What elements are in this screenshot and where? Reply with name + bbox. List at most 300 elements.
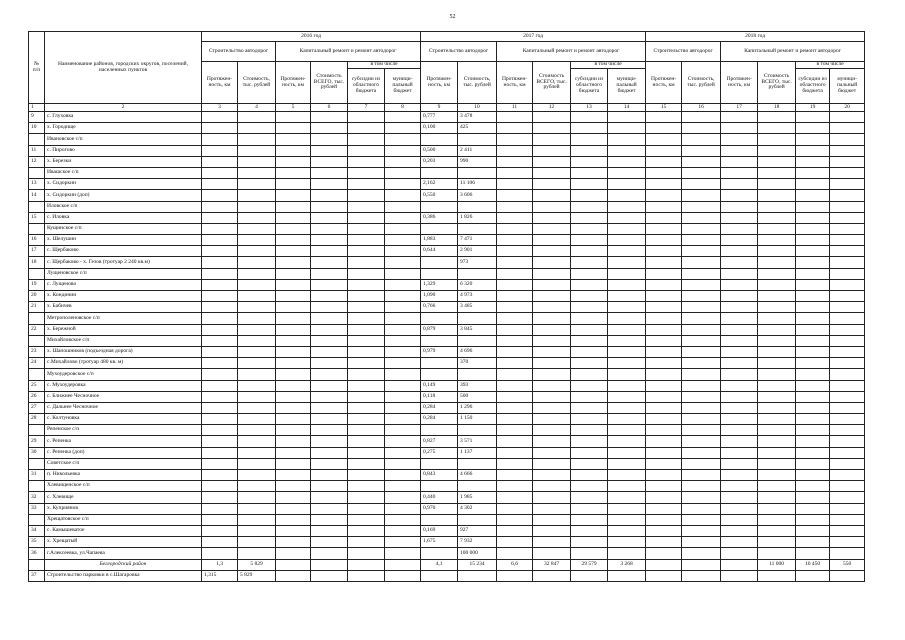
value-cell	[202, 346, 238, 357]
value-cell	[830, 145, 865, 156]
value-cell: 10 450	[796, 559, 830, 570]
table-cell	[571, 223, 608, 234]
value-cell	[830, 291, 865, 302]
value-cell	[721, 291, 758, 302]
value-cell	[276, 212, 311, 223]
value-cell	[682, 212, 721, 223]
value-cell	[497, 291, 533, 302]
table-cell	[311, 481, 348, 492]
value-cell	[608, 179, 646, 190]
row-number: 26	[29, 391, 45, 402]
value-cell	[646, 145, 682, 156]
table-cell	[238, 514, 276, 525]
value-cell	[646, 559, 682, 570]
value-cell	[202, 503, 238, 514]
column-number: 6	[311, 104, 348, 112]
table-cell	[385, 369, 421, 380]
value-cell	[796, 257, 830, 268]
value-cell	[830, 402, 865, 413]
value-cell	[682, 179, 721, 190]
table-cell	[533, 313, 571, 324]
header-municipal: муници-пальный бюджет	[385, 69, 421, 104]
value-cell	[497, 145, 533, 156]
value-cell	[758, 156, 796, 167]
value-cell	[796, 380, 830, 391]
value-cell	[796, 570, 830, 581]
value-cell	[385, 156, 421, 167]
table-row	[29, 346, 865, 357]
table-cell	[311, 201, 348, 212]
table-cell	[608, 313, 646, 324]
row-number: 30	[29, 447, 45, 458]
table-cell	[796, 201, 830, 212]
table-cell	[796, 335, 830, 346]
value-cell	[608, 190, 646, 201]
table-cell	[721, 134, 758, 145]
table-cell	[533, 134, 571, 145]
value-cell	[533, 324, 571, 335]
value-cell	[758, 402, 796, 413]
value-cell	[385, 257, 421, 268]
value-cell	[497, 503, 533, 514]
value-cell	[497, 414, 533, 425]
table-cell	[758, 481, 796, 492]
table-cell	[608, 458, 646, 469]
table-cell	[497, 134, 533, 145]
table-cell	[682, 268, 721, 279]
value-cell	[533, 235, 571, 246]
table-cell	[830, 223, 865, 234]
value-cell	[758, 525, 796, 536]
value-cell	[311, 358, 348, 369]
value-cell	[682, 324, 721, 335]
header-construction: Строительство автодорог	[202, 42, 276, 62]
row-number: 16	[29, 235, 45, 246]
value-cell	[608, 447, 646, 458]
table-cell	[497, 335, 533, 346]
section-row	[29, 425, 865, 436]
value-cell	[348, 156, 385, 167]
table-cell	[571, 201, 608, 212]
value-cell	[608, 112, 646, 123]
table-row	[29, 112, 865, 123]
table-cell	[458, 425, 497, 436]
table-cell	[721, 268, 758, 279]
value-cell: 0,766	[421, 302, 458, 313]
value-cell	[533, 302, 571, 313]
table-cell	[348, 268, 385, 279]
value-cell	[202, 156, 238, 167]
table-cell	[608, 425, 646, 436]
value-cell	[646, 492, 682, 503]
value-cell: 500	[458, 391, 497, 402]
settlement-name: с. Щербаково - х. Гезов (тротуар 2 240 кв.м)	[45, 257, 202, 268]
header-incl: в том числе	[571, 62, 646, 69]
value-cell	[385, 145, 421, 156]
table-cell	[608, 335, 646, 346]
value-cell	[830, 257, 865, 268]
value-cell	[533, 246, 571, 257]
value-cell	[571, 257, 608, 268]
value-cell	[238, 358, 276, 369]
value-cell	[571, 302, 608, 313]
table-cell	[311, 458, 348, 469]
header-cost-total: Стоимость ВСЕГО, тыс. рублей	[311, 62, 348, 104]
table-row	[29, 380, 865, 391]
value-cell	[238, 503, 276, 514]
value-cell	[311, 279, 348, 290]
value-cell	[311, 112, 348, 123]
table-cell	[497, 313, 533, 324]
value-cell	[721, 525, 758, 536]
value-cell	[571, 246, 608, 257]
table-cell	[421, 313, 458, 324]
value-cell: 3 478	[458, 112, 497, 123]
value-cell	[721, 380, 758, 391]
value-cell: 6 320	[458, 279, 497, 290]
value-cell	[348, 436, 385, 447]
value-cell	[238, 235, 276, 246]
table-cell	[533, 481, 571, 492]
value-cell	[533, 279, 571, 290]
value-cell	[758, 470, 796, 481]
table-body	[29, 112, 865, 582]
value-cell	[608, 525, 646, 536]
value-cell: 0,149	[421, 380, 458, 391]
column-number: 4	[238, 104, 276, 112]
value-cell: 1 296	[458, 402, 497, 413]
value-cell	[276, 179, 311, 190]
value-cell	[796, 235, 830, 246]
page-number: 52	[449, 14, 456, 20]
settlement-name: с. Лущеново	[45, 279, 202, 290]
table-cell	[29, 268, 45, 279]
value-cell	[276, 447, 311, 458]
value-cell	[721, 212, 758, 223]
value-cell	[385, 112, 421, 123]
value-cell	[758, 179, 796, 190]
value-cell	[385, 570, 421, 581]
value-cell	[348, 324, 385, 335]
table-cell	[608, 369, 646, 380]
value-cell	[497, 391, 533, 402]
header-name: Наименование районов, городских округов, поселений, населенных пунктов	[45, 32, 202, 104]
value-cell	[571, 414, 608, 425]
value-cell	[608, 279, 646, 290]
value-cell	[385, 380, 421, 391]
table-cell	[348, 335, 385, 346]
row-number: 10	[29, 123, 45, 134]
value-cell	[571, 358, 608, 369]
value-cell	[202, 358, 238, 369]
value-cell	[721, 414, 758, 425]
settlement-name: х. Бабичев	[45, 302, 202, 313]
value-cell: 1,315	[202, 570, 238, 581]
value-cell	[497, 279, 533, 290]
header-length: Протяжен-ность, км	[421, 62, 458, 104]
value-cell	[796, 537, 830, 548]
table-cell	[682, 425, 721, 436]
value-cell	[682, 380, 721, 391]
value-cell	[348, 190, 385, 201]
section-name: Мухоудеровское с/п	[45, 369, 202, 380]
value-cell	[276, 190, 311, 201]
value-cell	[721, 246, 758, 257]
settlement-name: х. Шелушин	[45, 235, 202, 246]
value-cell: 4 666	[458, 470, 497, 481]
value-cell	[202, 447, 238, 458]
table-cell	[796, 481, 830, 492]
value-cell	[238, 246, 276, 257]
value-cell	[497, 492, 533, 503]
value-cell	[385, 291, 421, 302]
table-cell	[458, 481, 497, 492]
table-cell	[497, 167, 533, 178]
value-cell	[646, 380, 682, 391]
table-cell	[29, 458, 45, 469]
table-cell	[348, 458, 385, 469]
value-cell	[497, 156, 533, 167]
value-cell	[311, 235, 348, 246]
value-cell	[385, 436, 421, 447]
table-cell	[385, 313, 421, 324]
table-cell	[385, 223, 421, 234]
value-cell: 0,284	[421, 414, 458, 425]
value-cell	[758, 358, 796, 369]
table-cell	[276, 201, 311, 212]
value-cell	[646, 235, 682, 246]
table-row	[29, 123, 865, 134]
value-cell	[311, 503, 348, 514]
value-cell: 3 485	[458, 302, 497, 313]
value-cell	[758, 112, 796, 123]
table-cell	[533, 268, 571, 279]
table-cell	[421, 425, 458, 436]
value-cell	[571, 145, 608, 156]
table-cell	[830, 313, 865, 324]
value-cell	[348, 503, 385, 514]
value-cell	[571, 391, 608, 402]
value-cell	[830, 537, 865, 548]
row-number: 15	[29, 212, 45, 223]
table-row	[29, 503, 865, 514]
table-cell	[202, 369, 238, 380]
value-cell	[796, 145, 830, 156]
value-cell	[276, 380, 311, 391]
value-cell	[796, 436, 830, 447]
value-cell	[830, 358, 865, 369]
table-cell	[385, 134, 421, 145]
table-cell	[29, 223, 45, 234]
value-cell	[758, 436, 796, 447]
value-cell	[758, 503, 796, 514]
value-cell	[721, 235, 758, 246]
table-cell	[202, 458, 238, 469]
value-cell	[721, 503, 758, 514]
value-cell	[385, 279, 421, 290]
section-row	[29, 134, 865, 145]
value-cell	[571, 537, 608, 548]
value-cell	[682, 559, 721, 570]
value-cell	[682, 246, 721, 257]
value-cell	[497, 346, 533, 357]
table-cell	[796, 313, 830, 324]
table-cell	[385, 335, 421, 346]
table-cell	[458, 201, 497, 212]
value-cell	[758, 212, 796, 223]
table-cell	[497, 369, 533, 380]
value-cell	[721, 537, 758, 548]
value-cell	[238, 447, 276, 458]
value-cell	[646, 503, 682, 514]
value-cell	[311, 402, 348, 413]
column-number: 20	[830, 104, 865, 112]
value-cell	[608, 402, 646, 413]
header-cost: Стоимость, тыс. рублей	[238, 62, 276, 104]
section-name: Советское с/п	[45, 458, 202, 469]
table-cell	[608, 134, 646, 145]
table-cell	[721, 369, 758, 380]
value-cell	[348, 548, 385, 559]
value-cell	[721, 324, 758, 335]
table-cell	[796, 514, 830, 525]
value-cell	[348, 302, 385, 313]
value-cell	[497, 112, 533, 123]
table-cell	[758, 268, 796, 279]
value-cell	[682, 548, 721, 559]
value-cell	[721, 358, 758, 369]
value-cell	[646, 112, 682, 123]
table-cell	[276, 514, 311, 525]
value-cell	[758, 380, 796, 391]
table-cell	[385, 268, 421, 279]
header-municipal: муници-пальный бюджет	[830, 69, 865, 104]
value-cell: 973	[458, 257, 497, 268]
header-repair: Капитальный ремонт и ремонт автодорог	[497, 42, 646, 62]
value-cell	[721, 179, 758, 190]
value-cell	[238, 525, 276, 536]
value-cell: 1,675	[421, 537, 458, 548]
value-cell	[721, 447, 758, 458]
value-cell	[571, 179, 608, 190]
table-cell	[682, 201, 721, 212]
value-cell	[385, 302, 421, 313]
table-row	[29, 414, 865, 425]
value-cell	[571, 324, 608, 335]
value-cell	[571, 492, 608, 503]
value-cell	[646, 346, 682, 357]
value-cell	[608, 436, 646, 447]
table-cell	[348, 369, 385, 380]
table-cell	[385, 481, 421, 492]
table-cell	[385, 201, 421, 212]
value-cell: 3 606	[458, 190, 497, 201]
table-row	[29, 156, 865, 167]
value-cell	[571, 212, 608, 223]
value-cell	[238, 257, 276, 268]
header-length: Протяжен-ность, км	[276, 62, 311, 104]
value-cell	[202, 414, 238, 425]
column-number: 15	[646, 104, 682, 112]
table-cell	[238, 134, 276, 145]
value-cell	[796, 179, 830, 190]
value-cell	[348, 414, 385, 425]
value-cell	[276, 246, 311, 257]
value-cell	[276, 559, 311, 570]
table-cell	[571, 335, 608, 346]
table-cell	[497, 223, 533, 234]
section-row	[29, 458, 865, 469]
value-cell	[796, 291, 830, 302]
value-cell: 0,118	[421, 391, 458, 402]
value-cell	[608, 548, 646, 559]
table-cell	[682, 335, 721, 346]
value-cell	[721, 257, 758, 268]
table-cell	[311, 514, 348, 525]
value-cell	[682, 525, 721, 536]
table-cell	[311, 313, 348, 324]
value-cell	[497, 436, 533, 447]
value-cell	[608, 302, 646, 313]
value-cell	[571, 235, 608, 246]
value-cell	[385, 190, 421, 201]
value-cell	[758, 548, 796, 559]
settlement-name: с. Хлевище	[45, 492, 202, 503]
value-cell	[348, 358, 385, 369]
value-cell	[385, 179, 421, 190]
table-cell	[311, 167, 348, 178]
section-name: Хлевищенское с/п	[45, 481, 202, 492]
table-row	[29, 525, 865, 536]
value-cell	[497, 179, 533, 190]
value-cell	[238, 391, 276, 402]
table-cell	[276, 134, 311, 145]
table-row	[29, 257, 865, 268]
value-cell: 0,169	[421, 525, 458, 536]
value-cell	[497, 212, 533, 223]
value-cell	[276, 324, 311, 335]
table-cell	[682, 481, 721, 492]
table-cell	[311, 369, 348, 380]
table-row	[29, 324, 865, 335]
value-cell	[202, 145, 238, 156]
value-cell	[311, 246, 348, 257]
section-name: Лущеновское с/п	[45, 268, 202, 279]
value-cell	[758, 346, 796, 357]
value-cell	[348, 559, 385, 570]
value-cell	[348, 525, 385, 536]
value-cell	[830, 179, 865, 190]
value-cell: 1,3	[202, 559, 238, 570]
table-cell	[276, 268, 311, 279]
value-cell	[533, 156, 571, 167]
value-cell	[571, 525, 608, 536]
row-number	[29, 559, 45, 570]
value-cell	[202, 324, 238, 335]
value-cell	[682, 145, 721, 156]
table-cell	[682, 134, 721, 145]
value-cell	[238, 302, 276, 313]
value-cell	[682, 112, 721, 123]
value-cell: 32 847	[533, 559, 571, 570]
value-cell	[608, 391, 646, 402]
value-cell	[646, 548, 682, 559]
value-cell	[830, 525, 865, 536]
value-cell: 0,275	[421, 447, 458, 458]
row-number: 28	[29, 414, 45, 425]
value-cell	[311, 447, 348, 458]
value-cell	[682, 436, 721, 447]
